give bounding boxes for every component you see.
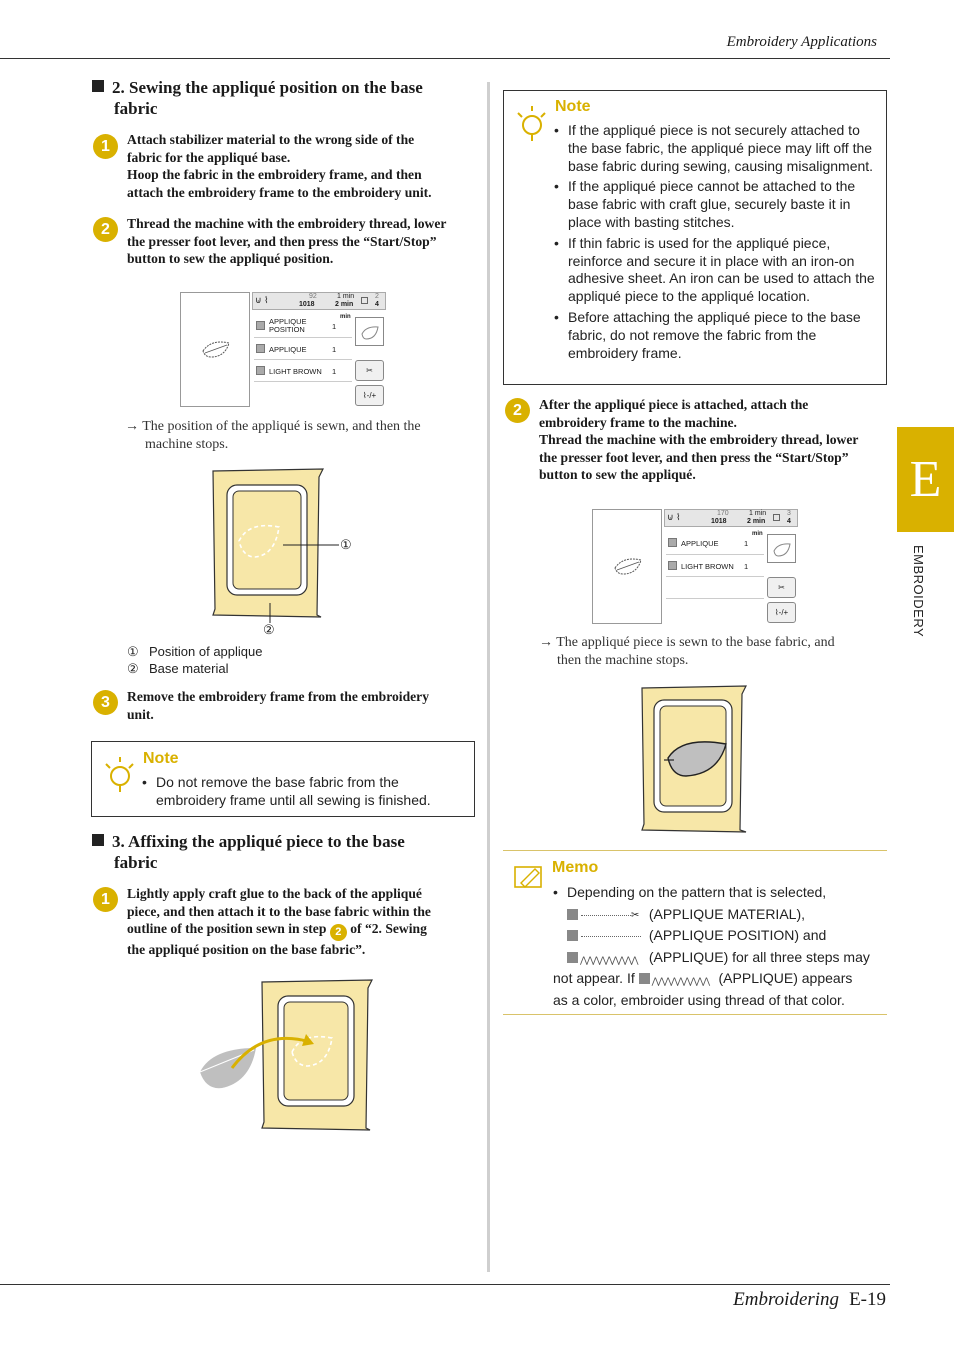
applique-icon: ⋀⋀⋀⋀⋀⋀⋀⋀⋀	[639, 971, 715, 985]
thread-color-chip	[668, 538, 677, 547]
applique-position-icon	[567, 928, 645, 942]
shape-preview	[767, 534, 796, 563]
step-line: the appliqué position on the base fabric”.	[127, 942, 366, 958]
step-number-badge: 2	[93, 217, 118, 242]
thread-color-chip	[668, 561, 677, 570]
thread-label: APPLIQUE	[269, 345, 307, 354]
memo-line: not appear. If ⋀⋀⋀⋀⋀⋀⋀⋀⋀ (APPLIQUE) appears	[553, 970, 853, 986]
leaf-outline-icon	[768, 535, 797, 564]
scissors-icon: ✂	[366, 366, 373, 375]
note-item: • Before attaching the appliqué piece to the base fabric, do not remove the fabric from the embroidery frame.	[554, 309, 879, 362]
color-step-icon	[773, 514, 780, 521]
memo-line: (APPLIQUE POSITION) and	[553, 925, 883, 947]
thread-row	[254, 360, 352, 382]
memo-line: ⋀⋀⋀⋀⋀⋀⋀⋀⋀ (APPLIQUE) for all three steps may	[553, 947, 883, 969]
chapter-tab-label: EMBROIDERY	[911, 545, 926, 638]
chapter-tab[interactable]: E	[897, 427, 954, 532]
footer-section: Embroidering	[733, 1289, 840, 1310]
step-line: fabric for the appliqué base.	[127, 149, 291, 165]
pattern-preview	[180, 292, 250, 407]
footer-rule	[0, 1284, 890, 1285]
needle-icon: ⊍ ⌇	[255, 295, 269, 305]
thread-label: LIGHT BROWN	[681, 562, 734, 571]
note-item: • Do not remove the base fabric from the embroidery frame until all sewing is finished.	[142, 774, 462, 810]
step-line: attach the embroidery frame to the embroidery unit.	[127, 184, 432, 200]
section-title-line: 3. Affixing the appliqué piece to the base	[112, 832, 405, 851]
step-line: button to sew the appliqué.	[539, 467, 696, 483]
frame-illustration-2	[638, 684, 758, 836]
step-line: the presser foot lever, and then press the “Start/Stop”	[539, 449, 849, 465]
step-line: unit.	[127, 706, 154, 722]
pencil-memo-icon	[513, 863, 545, 891]
note-item: • If thin fabric is used for the appliqué piece, reinforce and secure it in place with an iron-on adhesive sheet. An iron can be used to attach the appliqué piece to the appliqué location.	[554, 235, 879, 306]
attach-illustration	[192, 978, 382, 1138]
memo-box	[503, 850, 887, 1015]
step-3-1-text	[127, 885, 479, 959]
thread-label: APPLIQUE POSITION	[269, 317, 307, 334]
section-heading-3	[92, 831, 472, 873]
tension-icon: ⌇-/+	[774, 608, 789, 617]
section-heading-2	[92, 77, 472, 119]
note-item: • If the appliqué piece cannot be attached to the base fabric with craft glue, securely baste it in place with basting stitches.	[554, 178, 879, 231]
thread-count: 1	[332, 322, 337, 331]
arrow-icon: →	[539, 635, 553, 650]
step-3-text	[127, 688, 477, 723]
step-line: After the appliqué piece is attached, attach the	[539, 397, 809, 412]
step-line: button to sew the appliqué position.	[127, 251, 334, 267]
section-title-line: fabric	[114, 853, 158, 872]
note-box-left	[91, 741, 475, 817]
result-1	[125, 418, 475, 453]
thread-cut-button[interactable]	[767, 577, 796, 598]
note-list	[554, 122, 879, 365]
leaf-outline-icon	[593, 510, 663, 625]
step-number-badge: 1	[93, 134, 118, 159]
thread-count: 1	[332, 367, 337, 376]
sewn-applique-drawing	[638, 684, 758, 836]
stitch-total: 1018	[299, 301, 315, 308]
stitch-count: 92	[309, 293, 317, 300]
step-line: Attach stabilizer material to the wrong side of the	[127, 132, 415, 147]
step-total: 4	[375, 301, 379, 308]
result-line: machine stops.	[145, 436, 229, 452]
time-remaining: 1 min	[337, 293, 355, 300]
step-line: Hoop the fabric in the embroidery frame, and then	[127, 167, 422, 183]
footer	[733, 1289, 886, 1311]
leaf-outline-icon	[181, 293, 251, 408]
callout-1: ①	[340, 537, 352, 552]
arrow-icon: →	[125, 419, 139, 434]
thread-count: 1	[744, 562, 749, 571]
result-line: then the machine stops.	[557, 652, 689, 668]
tension-icon: ⌇-/+	[362, 391, 377, 400]
memo-body	[553, 882, 883, 1011]
scissors-icon: ✂	[778, 583, 785, 592]
tension-button[interactable]	[767, 602, 796, 623]
header-title: Embroidery Applications	[726, 34, 877, 50]
page-number: E-19	[849, 1289, 886, 1310]
thread-row	[254, 314, 352, 338]
screen-status-bar	[252, 292, 386, 310]
attach-drawing	[192, 978, 382, 1138]
thread-row	[666, 555, 764, 577]
step-line: Remove the embroidery frame from the embroidery	[127, 689, 429, 704]
stitch-count: 170	[717, 510, 729, 517]
step-current: 2	[375, 293, 379, 300]
step-current: 3	[787, 510, 791, 517]
step-1-text	[127, 131, 477, 201]
time-total: 2 min	[335, 301, 354, 308]
step-line: outline of the position sewn in step 2 of “2. Sewing	[127, 920, 479, 941]
thread-cut-button[interactable]	[355, 360, 384, 381]
step-ref-badge: 2	[330, 924, 347, 941]
shape-preview	[355, 317, 384, 346]
right-step-2-text	[539, 396, 889, 484]
step-line: embroidery frame to the machine.	[539, 414, 737, 430]
lightbulb-icon	[102, 754, 134, 794]
memo-line: as a color, embroider using thread of that color.	[553, 991, 845, 1008]
step-total: 4	[787, 518, 791, 525]
bullet-square-icon	[92, 80, 104, 92]
step-number-badge: 1	[93, 887, 118, 912]
min-label: min	[752, 531, 763, 537]
step-line: the presser foot lever, and then press the “Start/Stop”	[127, 233, 437, 249]
time-total: 2 min	[747, 518, 766, 525]
section-title-line: 2. Sewing the appliqué position on the base	[112, 78, 423, 97]
thread-color-chip	[256, 344, 265, 353]
column-divider	[487, 82, 490, 1272]
note-box-right	[503, 90, 887, 385]
step-line: Thread the machine with the embroidery thread, lower	[127, 216, 447, 231]
pattern-preview	[592, 509, 662, 624]
step-number-badge: 3	[93, 690, 118, 715]
memo-item: • Depending on the pattern that is selected,	[553, 884, 827, 900]
thread-count: 1	[332, 345, 337, 354]
thread-row-empty	[666, 577, 764, 599]
machine-screen-1	[180, 292, 386, 407]
thread-row	[254, 338, 352, 360]
step-2-text	[127, 215, 479, 268]
result-line: The appliqué piece is sewn to the base fabric, and	[556, 635, 835, 650]
frame-illustration-1	[205, 465, 365, 640]
needle-icon: ⊍ ⌇	[667, 512, 681, 522]
leaf-outline-icon	[356, 318, 385, 347]
applique-icon: ⋀⋀⋀⋀⋀⋀⋀⋀⋀	[567, 950, 645, 964]
time-remaining: 1 min	[749, 510, 767, 517]
result-2	[539, 634, 889, 669]
legend-item: ② Base material	[127, 661, 229, 676]
lightbulb-icon	[514, 103, 546, 143]
machine-screen-2	[592, 509, 798, 624]
step-number-badge: 2	[505, 398, 530, 423]
stitch-total: 1018	[711, 518, 727, 525]
section-title-line: fabric	[114, 99, 158, 118]
memo-line: ✂ (APPLIQUE MATERIAL),	[553, 904, 883, 926]
min-label: min	[340, 314, 351, 320]
thread-label: LIGHT BROWN	[269, 367, 322, 376]
bullet-square-icon	[92, 834, 104, 846]
callout-2: ②	[263, 622, 275, 637]
thread-row	[666, 531, 764, 555]
thread-color-chip	[256, 321, 265, 330]
thread-color-chip	[256, 366, 265, 375]
thread-label: APPLIQUE	[681, 539, 719, 548]
note-list	[142, 774, 462, 813]
note-title: Note	[143, 750, 179, 767]
note-title: Note	[555, 98, 591, 115]
step-line: Lightly apply craft glue to the back of the appliqué	[127, 886, 422, 901]
legend-item: ① Position of applique	[127, 644, 263, 659]
figure-legend	[127, 643, 262, 677]
step-line: piece, and then attach it to the base fabric within the	[127, 903, 431, 919]
applique-material-icon: ✂	[567, 907, 645, 921]
header-rule	[0, 58, 890, 59]
step-line: Thread the machine with the embroidery thread, lower	[539, 432, 859, 448]
result-line: The position of the appliqué is sewn, and then the	[142, 419, 421, 434]
color-step-icon	[361, 297, 368, 304]
thread-count: 1	[744, 539, 749, 548]
screen-status-bar	[664, 509, 798, 527]
tension-button[interactable]	[355, 385, 384, 406]
memo-title: Memo	[552, 859, 599, 876]
note-item: • If the appliqué piece is not securely attached to the base fabric, the appliqué piece may lift off the base fabric during sewing, causing misalignment.	[554, 122, 879, 175]
